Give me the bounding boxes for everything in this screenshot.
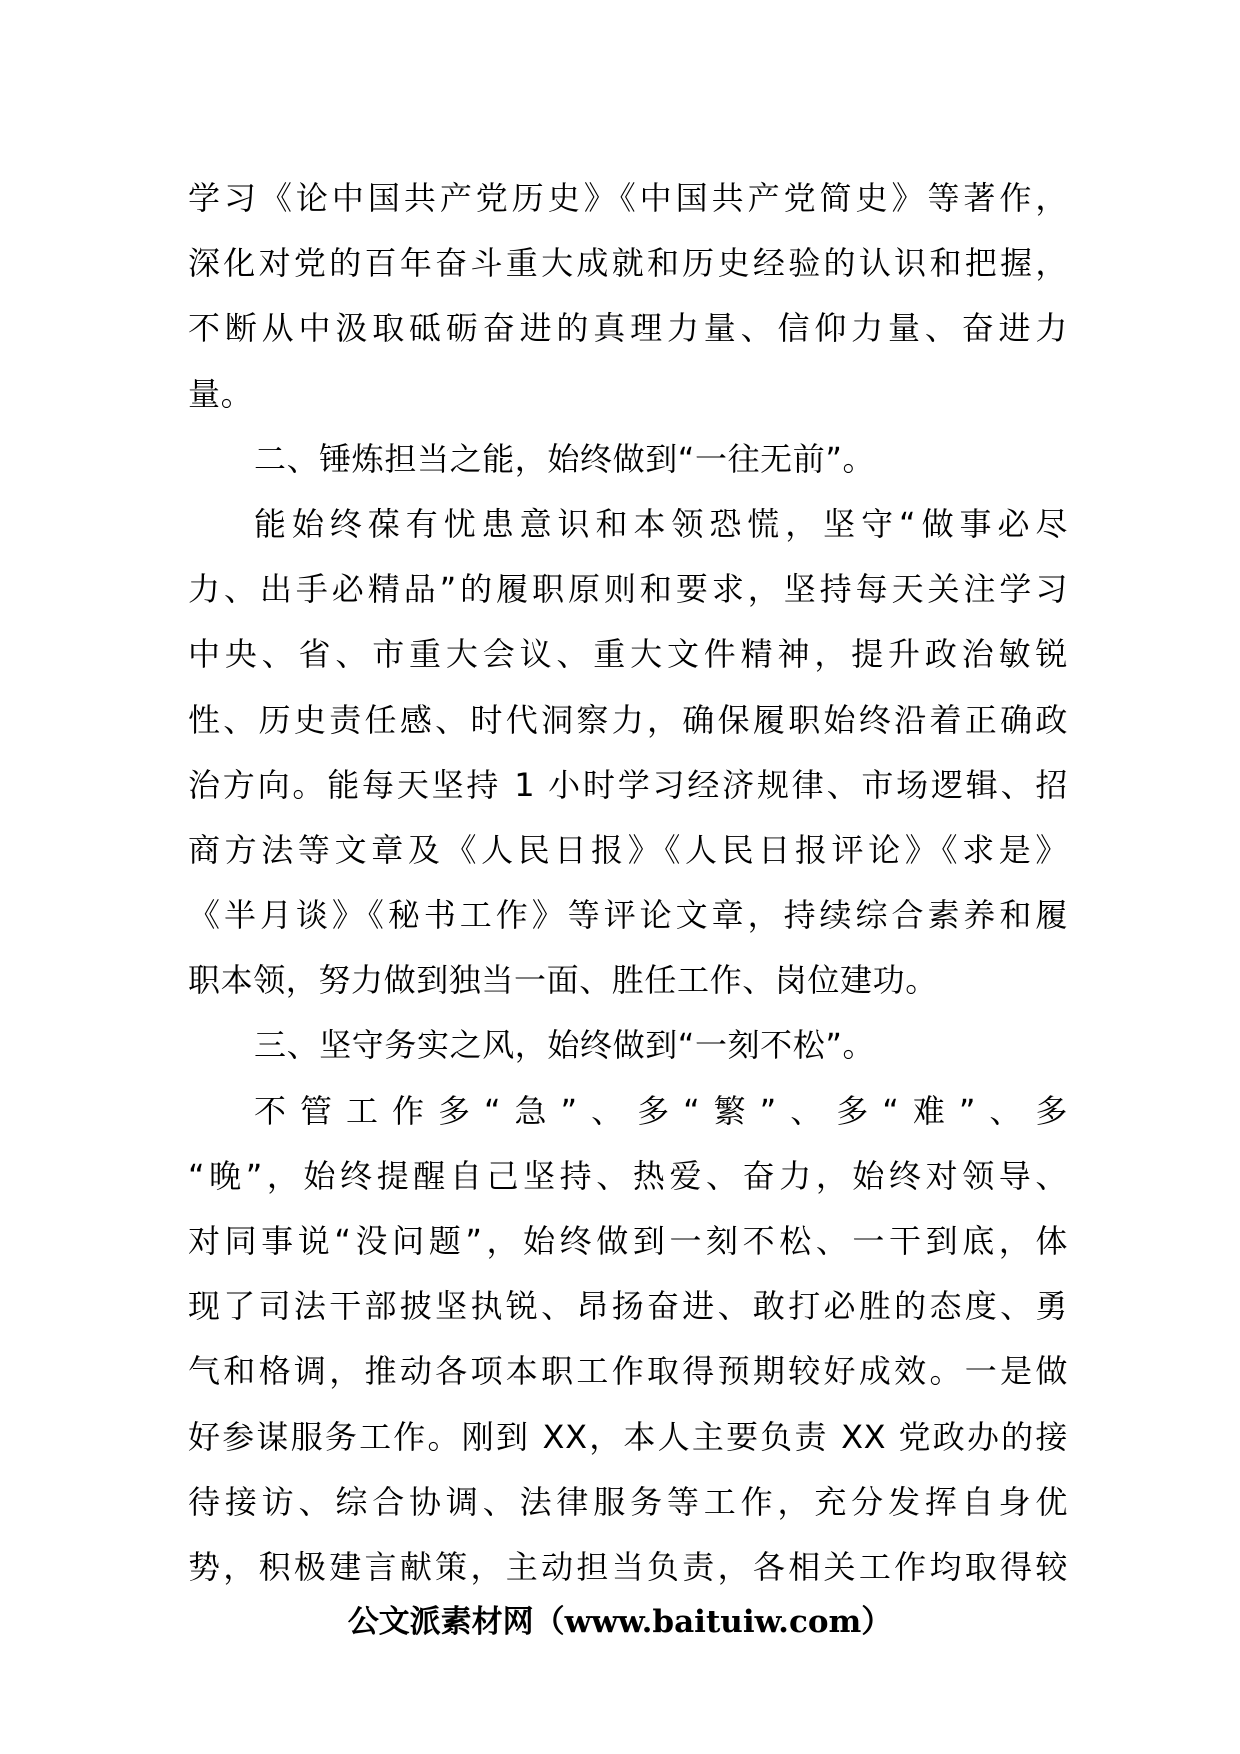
text-line: 好参谋服务工作。刚到 XX，本人主要负责 XX 党政办的接 xyxy=(188,1417,1068,1456)
text-line: 《半月谈》《秘书工作》等评论文章，持续综合素养和履 xyxy=(188,896,1068,935)
footer-watermark: 公文派素材网（www.baituiw.com） xyxy=(347,1604,893,1640)
text-line: 不管工作多“急”、多“繁”、多“难”、多 xyxy=(254,1091,1068,1130)
text-line: 能始终葆有忧患意识和本领恐慌，坚守“做事必尽 xyxy=(254,504,1068,543)
text-line: 深化对党的百年奋斗重大成就和历史经验的认识和把握， xyxy=(188,244,1068,283)
text-line: 性、历史责任感、时代洞察力，确保履职始终沿着正确政 xyxy=(188,700,1068,739)
section-heading-2: 二、锤炼担当之能，始终做到“一往无前”。 xyxy=(254,439,876,478)
text-line: 职本领，努力做到独当一面、胜任工作、岗位建功。 xyxy=(188,961,938,1000)
text-line: 商方法等文章及《人民日报》《人民日报评论》《求是》 xyxy=(188,830,1068,869)
text-line: 治方向。能每天坚持 1 小时学习经济规律、市场逻辑、招 xyxy=(188,765,1068,804)
text-line: 势，积极建言献策，主动担当负责，各相关工作均取得较 xyxy=(188,1547,1068,1586)
text-line: 中央、省、市重大会议、重大文件精神，提升政治敏锐 xyxy=(188,635,1068,674)
text-line: 量。 xyxy=(188,374,254,413)
text-line: “晚”，始终提醒自己坚持、热爱、奋力，始终对领导、 xyxy=(188,1156,1068,1195)
text-line: 学习《论中国共产党历史》《中国共产党简史》等著作， xyxy=(188,179,1068,217)
text-line: 现了司法干部披坚执锐、昂扬奋进、敢打必胜的态度、勇 xyxy=(188,1287,1068,1326)
text-line: 力、出手必精品”的履职原则和要求，坚持每天关注学习 xyxy=(188,570,1068,609)
section-heading-3: 三、坚守务实之风，始终做到“一刻不松”。 xyxy=(254,1026,876,1065)
text-line: 待接访、综合协调、法律服务等工作，充分发挥自身优 xyxy=(188,1482,1068,1521)
text-line: 对同事说“没问题”，始终做到一刻不松、一干到底，体 xyxy=(188,1222,1068,1260)
text-line: 不断从中汲取砥砺奋进的真理力量、信仰力量、奋进力 xyxy=(188,309,1068,348)
document-body xyxy=(188,166,1068,1600)
text-line: 气和格调，推动各项本职工作取得预期较好成效。一是做 xyxy=(188,1352,1068,1391)
